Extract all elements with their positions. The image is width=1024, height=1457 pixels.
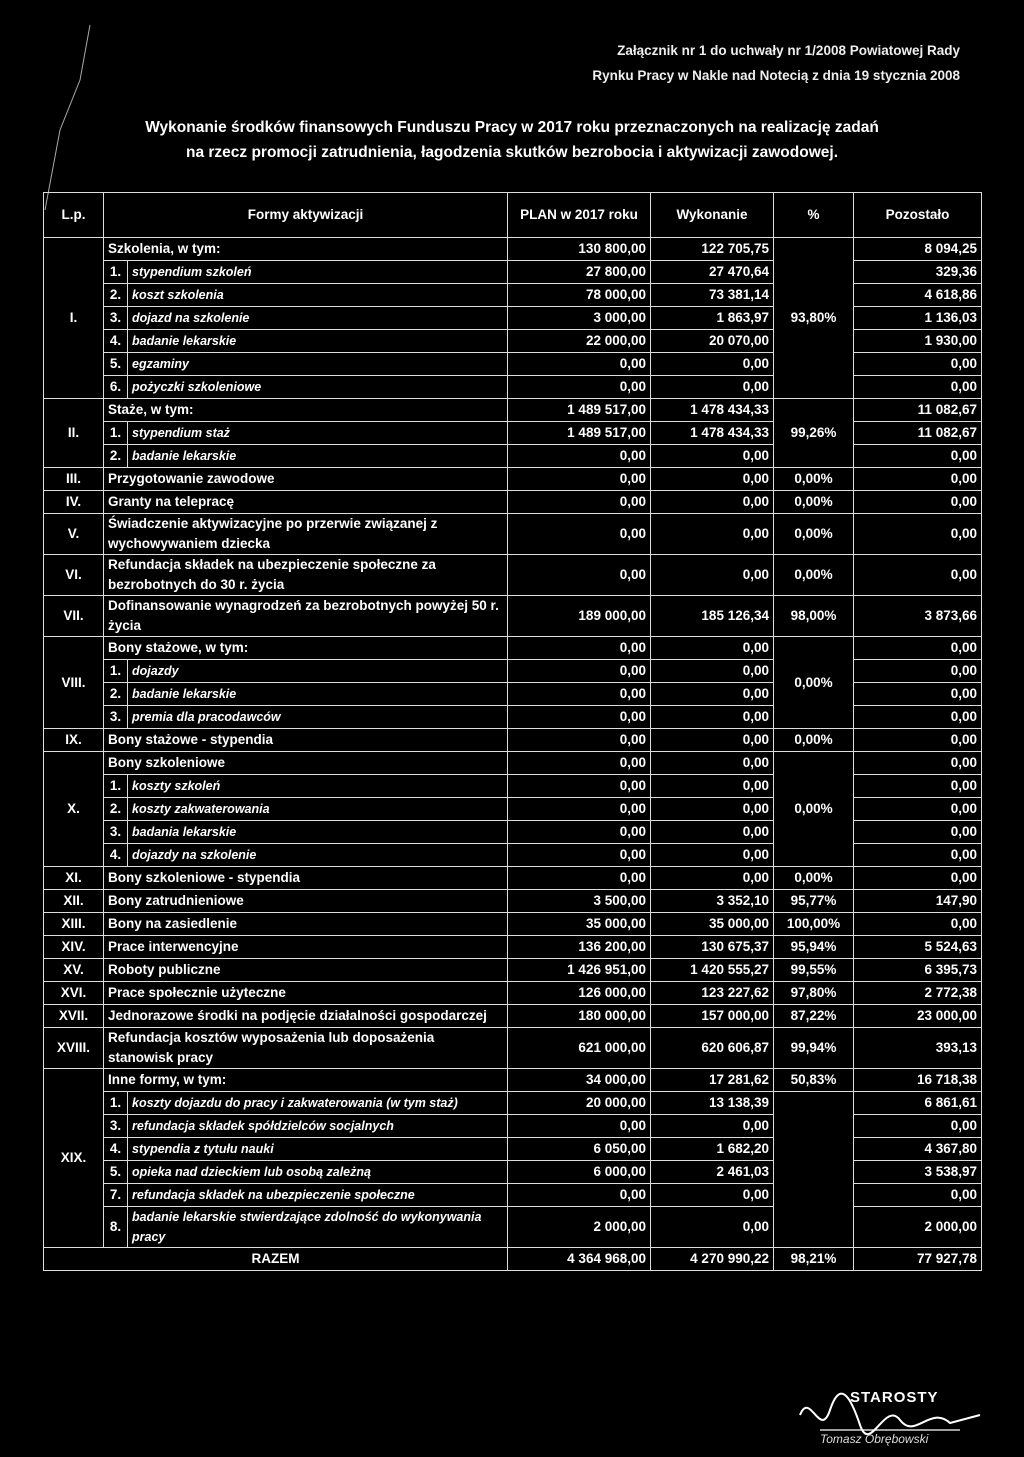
sub-index: 1. <box>104 261 128 284</box>
sub-name: koszty szkoleń <box>128 775 508 798</box>
sub-left: 0,00 <box>854 376 982 399</box>
row-lp: VI. <box>44 555 104 596</box>
row-left: 16 718,38 <box>854 1069 982 1092</box>
sub-done: 0,00 <box>651 660 774 683</box>
title-line-1: Wykonanie środków finansowych Funduszu Pracy w 2017 roku przeznaczonych na realizację zadań <box>145 119 879 136</box>
row-left: 23 000,00 <box>854 1005 982 1028</box>
sub-done: 0,00 <box>651 1115 774 1138</box>
row-done: 157 000,00 <box>651 1005 774 1028</box>
sub-done: 27 470,64 <box>651 261 774 284</box>
table-row <box>44 399 982 422</box>
sub-plan: 0,00 <box>508 798 651 821</box>
sub-plan: 0,00 <box>508 821 651 844</box>
sub-name: badanie lekarskie stwierdzające zdolność do wykonywania pracy <box>128 1207 508 1248</box>
row-plan: 0,00 <box>508 752 651 775</box>
row-plan: 35 000,00 <box>508 913 651 936</box>
sub-plan: 27 800,00 <box>508 261 651 284</box>
row-lp: V. <box>44 514 104 555</box>
row-lp: II. <box>44 399 104 468</box>
sub-name: badanie lekarskie <box>128 330 508 353</box>
sub-left: 0,00 <box>854 683 982 706</box>
sub-done: 20 070,00 <box>651 330 774 353</box>
sub-name: stypendium szkoleń <box>128 261 508 284</box>
row-name: Bony stażowe - stypendia <box>104 729 508 752</box>
sub-left: 1 930,00 <box>854 330 982 353</box>
total-left: 77 927,78 <box>854 1248 982 1271</box>
row-done: 122 705,75 <box>651 238 774 261</box>
attachment-line-2: Rynku Pracy w Nakle nad Notecią z dnia 19 stycznia 2008 <box>592 68 960 83</box>
row-name: Szkolenia, w tym: <box>104 238 508 261</box>
row-pct: 0,00% <box>774 637 854 729</box>
row-plan: 34 000,00 <box>508 1069 651 1092</box>
row-lp: XVIII. <box>44 1028 104 1069</box>
sub-plan: 6 000,00 <box>508 1161 651 1184</box>
sub-name: refundacja składek na ubezpieczenie społeczne <box>128 1184 508 1207</box>
sub-index: 8. <box>104 1207 128 1248</box>
table-row <box>44 1069 982 1092</box>
sub-name: dojazdy na szkolenie <box>128 844 508 867</box>
sub-left: 0,00 <box>854 844 982 867</box>
sub-name: koszty zakwaterowania <box>128 798 508 821</box>
sub-name: koszt szkolenia <box>128 284 508 307</box>
sub-plan: 0,00 <box>508 376 651 399</box>
row-plan: 189 000,00 <box>508 596 651 637</box>
sub-done: 73 381,14 <box>651 284 774 307</box>
total-plan: 4 364 968,00 <box>508 1248 651 1271</box>
sub-index: 4. <box>104 1138 128 1161</box>
row-plan: 136 200,00 <box>508 936 651 959</box>
sub-left: 4 618,86 <box>854 284 982 307</box>
row-name: Staże, w tym: <box>104 399 508 422</box>
table-row <box>44 491 982 514</box>
sub-name: pożyczki szkoleniowe <box>128 376 508 399</box>
sub-done: 0,00 <box>651 844 774 867</box>
row-left: 0,00 <box>854 913 982 936</box>
sub-plan: 0,00 <box>508 660 651 683</box>
sub-done: 0,00 <box>651 1207 774 1248</box>
sub-index: 4. <box>104 844 128 867</box>
sub-done: 1 682,20 <box>651 1138 774 1161</box>
table-row <box>44 637 982 660</box>
sub-name: badanie lekarskie <box>128 445 508 468</box>
table-row <box>44 867 982 890</box>
sub-name: koszty dojazdu do pracy i zakwaterowania (w tym staż) <box>128 1092 508 1115</box>
row-lp: VII. <box>44 596 104 637</box>
row-done: 1 478 434,33 <box>651 399 774 422</box>
sub-done: 0,00 <box>651 1184 774 1207</box>
row-name: Przygotowanie zawodowe <box>104 468 508 491</box>
sub-plan: 0,00 <box>508 1184 651 1207</box>
sub-left: 0,00 <box>854 445 982 468</box>
sub-plan: 0,00 <box>508 844 651 867</box>
table-row <box>44 913 982 936</box>
sub-plan: 0,00 <box>508 706 651 729</box>
sub-index: 3. <box>104 307 128 330</box>
funds-table <box>43 192 982 1271</box>
row-lp: VIII. <box>44 637 104 729</box>
row-plan: 180 000,00 <box>508 1005 651 1028</box>
sub-left: 0,00 <box>854 706 982 729</box>
sub-done: 1 478 434,33 <box>651 422 774 445</box>
row-name: Inne formy, w tym: <box>104 1069 508 1092</box>
row-plan: 1 426 951,00 <box>508 959 651 982</box>
row-pct: 95,77% <box>774 890 854 913</box>
sub-left: 0,00 <box>854 353 982 376</box>
row-done: 0,00 <box>651 468 774 491</box>
sub-index: 4. <box>104 330 128 353</box>
attachment-note <box>480 38 960 88</box>
sub-plan: 78 000,00 <box>508 284 651 307</box>
total-row <box>44 1248 982 1271</box>
table-row <box>44 596 982 637</box>
col-plan: PLAN w 2017 roku <box>508 193 651 238</box>
col-left: Pozostało <box>854 193 982 238</box>
row-plan: 126 000,00 <box>508 982 651 1005</box>
table-row <box>44 514 982 555</box>
row-done: 123 227,62 <box>651 982 774 1005</box>
row-left: 2 772,38 <box>854 982 982 1005</box>
row-left: 147,90 <box>854 890 982 913</box>
sub-name: stypendia z tytułu nauki <box>128 1138 508 1161</box>
row-done: 185 126,34 <box>651 596 774 637</box>
sub-plan: 3 000,00 <box>508 307 651 330</box>
row-pct: 99,55% <box>774 959 854 982</box>
col-forms: Formy aktywizacji <box>104 193 508 238</box>
sub-done: 0,00 <box>651 376 774 399</box>
sub-name: badania lekarskie <box>128 821 508 844</box>
row-pct: 0,00% <box>774 491 854 514</box>
row-name: Jednorazowe środki na podjęcie działalności gospodarczej <box>104 1005 508 1028</box>
row-plan: 0,00 <box>508 468 651 491</box>
row-left: 0,00 <box>854 729 982 752</box>
sub-left: 0,00 <box>854 821 982 844</box>
table-row <box>44 468 982 491</box>
sub-done: 0,00 <box>651 353 774 376</box>
row-pct: 95,94% <box>774 936 854 959</box>
row-pct: 0,00% <box>774 468 854 491</box>
row-lp: XVI. <box>44 982 104 1005</box>
row-name: Dofinansowanie wynagrodzeń za bezrobotnych powyżej 50 r. życia <box>104 596 508 637</box>
row-pct: 0,00% <box>774 729 854 752</box>
sub-left: 2 000,00 <box>854 1207 982 1248</box>
table-row <box>44 959 982 982</box>
row-lp: XIV. <box>44 936 104 959</box>
row-plan: 3 500,00 <box>508 890 651 913</box>
row-done: 620 606,87 <box>651 1028 774 1069</box>
row-left: 11 082,67 <box>854 399 982 422</box>
row-name: Świadczenie aktywizacyjne po przerwie związanej z wychowywaniem dziecka <box>104 514 508 555</box>
table-row <box>44 982 982 1005</box>
row-lp: IV. <box>44 491 104 514</box>
col-lp: L.p. <box>44 193 104 238</box>
sub-left: 329,36 <box>854 261 982 284</box>
row-done: 0,00 <box>651 555 774 596</box>
sub-plan: 0,00 <box>508 775 651 798</box>
table-row <box>44 890 982 913</box>
sub-plan: 20 000,00 <box>508 1092 651 1115</box>
table-row <box>44 1028 982 1069</box>
sub-done: 13 138,39 <box>651 1092 774 1115</box>
row-plan: 1 489 517,00 <box>508 399 651 422</box>
row-done: 17 281,62 <box>651 1069 774 1092</box>
attachment-line-1: Załącznik nr 1 do uchwały nr 1/2008 Powiatowej Rady <box>617 43 960 58</box>
sub-done: 2 461,03 <box>651 1161 774 1184</box>
row-done: 0,00 <box>651 491 774 514</box>
sub-left: 0,00 <box>854 798 982 821</box>
sub-left: 1 136,03 <box>854 307 982 330</box>
row-plan: 0,00 <box>508 491 651 514</box>
sub-plan: 0,00 <box>508 445 651 468</box>
row-done: 1 420 555,27 <box>651 959 774 982</box>
row-done: 0,00 <box>651 637 774 660</box>
table-row <box>44 238 982 261</box>
table-row <box>44 555 982 596</box>
row-plan: 0,00 <box>508 637 651 660</box>
row-pct: 0,00% <box>774 752 854 867</box>
row-name: Bony stażowe, w tym: <box>104 637 508 660</box>
sub-index: 1. <box>104 422 128 445</box>
row-left: 0,00 <box>854 867 982 890</box>
sub-done: 0,00 <box>651 798 774 821</box>
row-pct: 98,00% <box>774 596 854 637</box>
total-label: RAZEM <box>44 1248 508 1271</box>
sub-plan: 1 489 517,00 <box>508 422 651 445</box>
sub-plan: 0,00 <box>508 1115 651 1138</box>
sub-done: 0,00 <box>651 821 774 844</box>
col-pct: % <box>774 193 854 238</box>
row-name: Roboty publiczne <box>104 959 508 982</box>
row-left: 393,13 <box>854 1028 982 1069</box>
sub-done: 1 863,97 <box>651 307 774 330</box>
row-left: 0,00 <box>854 514 982 555</box>
row-pct: 0,00% <box>774 555 854 596</box>
row-lp: XVII. <box>44 1005 104 1028</box>
row-done: 3 352,10 <box>651 890 774 913</box>
row-done: 0,00 <box>651 867 774 890</box>
sub-index: 2. <box>104 445 128 468</box>
sub-index: 1. <box>104 1092 128 1115</box>
col-done: Wykonanie <box>651 193 774 238</box>
sub-done: 0,00 <box>651 445 774 468</box>
row-left: 0,00 <box>854 491 982 514</box>
row-pct: 100,00% <box>774 913 854 936</box>
sub-index: 5. <box>104 353 128 376</box>
sub-index: 5. <box>104 1161 128 1184</box>
row-done: 0,00 <box>651 752 774 775</box>
row-name: Prace interwencyjne <box>104 936 508 959</box>
row-name: Refundacja składek na ubezpieczenie społeczne za bezrobotnych do 30 r. życia <box>104 555 508 596</box>
sub-left: 6 861,61 <box>854 1092 982 1115</box>
table-row <box>44 936 982 959</box>
sub-index: 2. <box>104 284 128 307</box>
sub-name: stypendium staż <box>128 422 508 445</box>
row-lp: XII. <box>44 890 104 913</box>
sub-done: 0,00 <box>651 706 774 729</box>
row-pct: 99,26% <box>774 399 854 468</box>
row-left: 0,00 <box>854 555 982 596</box>
row-lp: XV. <box>44 959 104 982</box>
table-row <box>44 729 982 752</box>
row-plan: 130 800,00 <box>508 238 651 261</box>
total-done: 4 270 990,22 <box>651 1248 774 1271</box>
row-lp: I. <box>44 238 104 399</box>
sub-left: 0,00 <box>854 660 982 683</box>
sub-plan: 0,00 <box>508 683 651 706</box>
row-done: 130 675,37 <box>651 936 774 959</box>
table-row <box>44 752 982 775</box>
row-pct: 97,80% <box>774 982 854 1005</box>
row-name: Refundacja kosztów wyposażenia lub doposażenia stanowisk pracy <box>104 1028 508 1069</box>
sub-index: 2. <box>104 798 128 821</box>
row-lp: IX. <box>44 729 104 752</box>
row-name: Bony zatrudnieniowe <box>104 890 508 913</box>
sub-name: refundacja składek spółdzielców socjalnych <box>128 1115 508 1138</box>
row-pct: 87,22% <box>774 1005 854 1028</box>
sub-index: 6. <box>104 376 128 399</box>
row-pct: 93,80% <box>774 238 854 399</box>
row-left: 8 094,25 <box>854 238 982 261</box>
sub-index: 1. <box>104 775 128 798</box>
row-lp: XI. <box>44 867 104 890</box>
sub-plan: 6 050,00 <box>508 1138 651 1161</box>
row-pct: 0,00% <box>774 867 854 890</box>
row-left: 0,00 <box>854 752 982 775</box>
row-plan: 0,00 <box>508 867 651 890</box>
sub-index: 2. <box>104 683 128 706</box>
sub-index: 1. <box>104 660 128 683</box>
row-name: Bony na zasiedlenie <box>104 913 508 936</box>
row-lp: XIX. <box>44 1069 104 1248</box>
sub-left: 0,00 <box>854 1184 982 1207</box>
row-pct: 99,94% <box>774 1028 854 1069</box>
title-line-2: na rzecz promocji zatrudnienia, łagodzenia skutków bezrobocia i aktywizacji zawodowej. <box>185 144 838 161</box>
row-name: Bony szkoleniowe - stypendia <box>104 867 508 890</box>
row-lp: XIII. <box>44 913 104 936</box>
total-pct: 98,21% <box>774 1248 854 1271</box>
row-name: Prace społecznie użyteczne <box>104 982 508 1005</box>
document-title <box>40 115 984 165</box>
sub-plan: 2 000,00 <box>508 1207 651 1248</box>
row-pct: 50,83% <box>774 1069 854 1092</box>
row-left: 3 873,66 <box>854 596 982 637</box>
sub-left: 4 367,80 <box>854 1138 982 1161</box>
table-row <box>44 1005 982 1028</box>
sub-name: dojazdy <box>128 660 508 683</box>
signatory-name: Tomasz Obrębowski <box>820 1432 929 1446</box>
sub-left: 0,00 <box>854 775 982 798</box>
sub-index: 3. <box>104 706 128 729</box>
row-name: Bony szkoleniowe <box>104 752 508 775</box>
sub-name: opieka nad dzieckiem lub osobą zależną <box>128 1161 508 1184</box>
sub-left: 0,00 <box>854 1115 982 1138</box>
row-done: 0,00 <box>651 514 774 555</box>
sub-name: badanie lekarskie <box>128 683 508 706</box>
row-left: 0,00 <box>854 468 982 491</box>
sub-left: 3 538,97 <box>854 1161 982 1184</box>
row-plan: 621 000,00 <box>508 1028 651 1069</box>
pct-empty <box>774 1092 854 1248</box>
row-left: 6 395,73 <box>854 959 982 982</box>
row-done: 35 000,00 <box>651 913 774 936</box>
sub-name: dojazd na szkolenie <box>128 307 508 330</box>
row-pct: 0,00% <box>774 514 854 555</box>
sub-index: 7. <box>104 1184 128 1207</box>
sub-name: egzaminy <box>128 353 508 376</box>
row-lp: III. <box>44 468 104 491</box>
header-row <box>44 193 982 238</box>
row-plan: 0,00 <box>508 729 651 752</box>
sub-name: premia dla pracodawców <box>128 706 508 729</box>
sub-plan: 22 000,00 <box>508 330 651 353</box>
row-plan: 0,00 <box>508 555 651 596</box>
row-done: 0,00 <box>651 729 774 752</box>
table-subrow <box>44 1092 982 1115</box>
row-left: 5 524,63 <box>854 936 982 959</box>
sub-index: 3. <box>104 821 128 844</box>
sub-left: 11 082,67 <box>854 422 982 445</box>
sub-plan: 0,00 <box>508 353 651 376</box>
sub-index: 3. <box>104 1115 128 1138</box>
row-plan: 0,00 <box>508 514 651 555</box>
sub-done: 0,00 <box>651 775 774 798</box>
row-left: 0,00 <box>854 637 982 660</box>
stamp-label: STAROSTY <box>850 1389 939 1406</box>
row-name: Granty na telepracę <box>104 491 508 514</box>
row-lp: X. <box>44 752 104 867</box>
sub-done: 0,00 <box>651 683 774 706</box>
